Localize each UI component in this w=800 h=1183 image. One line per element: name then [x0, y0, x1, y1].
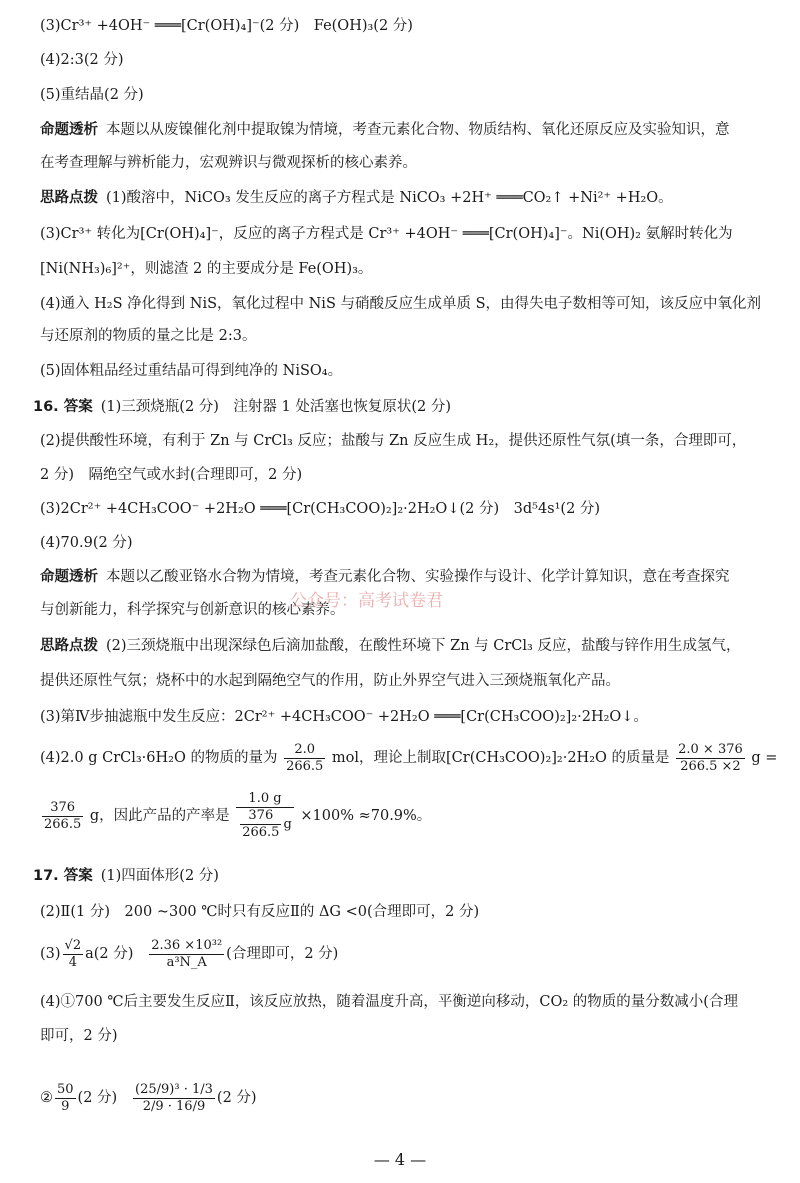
answer-line: (3)Cr³⁺ +4OH⁻ ═══[Cr(OH)₄]⁻(2 分) Fe(OH)₃(2 分) [40, 18, 413, 34]
calc-line-2 [40, 788, 778, 848]
answer-line-3 [40, 932, 778, 980]
hint-line: 提供还原性气氛；烧杯中的水起到隔绝空气的作用，防止外界空气进入三颈烧瓶氧化产品。 [40, 673, 620, 689]
answer-header-16 [33, 397, 778, 417]
analysis-line: 在考查理解与辨析能力，宏观辨识与微观探析的核心素养。 [40, 155, 417, 171]
analysis-text: 本题以乙酸亚铬水合物为情境，考查元素化合物、实验操作与设计、化学计算知识，意在考查探究 [106, 569, 730, 585]
unit: g [283, 817, 292, 832]
calc-text: mol，理论上制取[Cr(CH₃COO)₂]₂·2H₂O 的质量是 [331, 750, 670, 766]
fraction [42, 800, 83, 833]
hint-line: (3)Cr³⁺ 转化为[Cr(OH)₄]⁻，反应的离子方程式是 Cr³⁺ +4OH⁻ ═══[Cr(OH)₄]⁻。Ni(OH)₂ 氨解时转化为 [40, 226, 733, 242]
calc-text: (4)2.0 g CrCl₃·6H₂O 的物质的量为 [40, 750, 278, 766]
denominator: 266.5 [286, 758, 324, 774]
calc-text: (2 分) [216, 1090, 257, 1106]
section-lead: 思路点拨 [40, 638, 98, 654]
answer-line: (2)提供酸性环境，有利于 Zn 与 CrCl₃ 反应；盐酸与 Zn 反应生成 H₂，提供还原性气氛(填一条，合理即可， [40, 433, 747, 449]
denominator: 2/9 · 16/9 [142, 1098, 206, 1114]
denominator [236, 808, 294, 841]
denominator: 266.5 [44, 816, 82, 832]
hint-text: (2)三颈烧瓶中出现深绿色后滴加盐酸，在酸性环境下 Zn 与 CrCl₃ 反应，盐酸与锌作用生成氢气， [106, 638, 741, 654]
numerator: 1.0 g [236, 791, 294, 808]
hint-line: (4)通入 H₂S 净化得到 NiS，氧化过程中 NiS 与硝酸反应生成单质 S，由得失电子数相等可知，该反应中氧化剂 [40, 296, 762, 312]
denominator: 266.5 ×2 [680, 758, 741, 774]
answer-line: (4)2:3(2 分) [40, 52, 124, 68]
fraction [236, 791, 294, 841]
analysis-line: 与创新能力，科学探究与创新意识的核心素养。 [40, 602, 345, 618]
hint-line: (3)第Ⅳ步抽滤瓶中发生反应：2Cr²⁺ +4CH₃COO⁻ +2H₂O ═══[Cr(CH₃COO)₂]₂·2H₂O↓。 [40, 709, 648, 725]
numerator: (25/9)³ · 1/3 [135, 1081, 213, 1097]
calc-line-1 [40, 738, 778, 782]
fraction [284, 742, 325, 775]
answer-line: (3)2Cr²⁺ +4CH₃COO⁻ +2H₂O ═══[Cr(CH₃COO)₂]₂·2H₂O↓(2 分) 3d⁵4s¹(2 分) [40, 501, 601, 517]
answer-line: (4)①700 ℃后主要发生反应Ⅱ，该反应放热，随着温度升高，平衡逆向移动，CO₂ 的物质的量分数减小(合理 [40, 994, 738, 1010]
answer-text: (1)四面体形(2 分) [100, 868, 219, 884]
section-lead: 命题透析 [40, 569, 98, 585]
calc-text: (合理即可，2 分) [226, 946, 339, 962]
calc-text: ×100% ≈70.9%。 [300, 808, 432, 824]
calc-text: ② [40, 1090, 53, 1106]
hint-line [40, 188, 778, 208]
numerator: 50 [57, 1081, 74, 1097]
numerator: √2 [64, 937, 82, 953]
calc-text: g，因此产品的产率是 [89, 808, 230, 824]
denominator: a³N_A [166, 954, 207, 970]
denominator: 266.5 [242, 825, 280, 840]
numerator: 2.36 ×10³² [151, 937, 223, 953]
answer-line: 即可，2 分) [40, 1028, 118, 1044]
question-number: 16. 答案 [33, 399, 93, 415]
numerator: 376 [240, 808, 281, 825]
answer-line: 2 分) 隔绝空气或水封(合理即可，2 分) [40, 467, 303, 483]
answer-text: (1)三颈烧瓶(2 分) 注射器 1 处活塞也恢复原状(2 分) [100, 399, 452, 415]
hint-text: (1)酸溶中，NiCO₃ 发生反应的离子方程式是 NiCO₃ +2H⁺ ═══CO₂↑ +Ni²⁺ +H₂O。 [106, 190, 673, 206]
hint-line: [Ni(NH₃)₆]²⁺，则滤渣 2 的主要成分是 Fe(OH)₃。 [40, 261, 373, 277]
hint-line: 与还原剂的物质的量之比是 2:3。 [40, 328, 257, 344]
section-lead: 命题透析 [40, 122, 98, 138]
analysis-line [40, 120, 778, 140]
analysis-line [40, 567, 778, 587]
answer-line: (4)70.9(2 分) [40, 535, 133, 551]
fraction [149, 938, 224, 971]
analysis-text: 本题以从废镍催化剂中提取镍为情境，考查元素化合物、物质结构、氧化还原反应及实验知识，意 [106, 122, 730, 138]
hint-line [40, 636, 778, 656]
watermark: 公众号：高考试卷君 [290, 591, 443, 611]
fraction [55, 1082, 76, 1115]
calc-text: a(2 分) [85, 946, 134, 962]
fraction [133, 1082, 215, 1115]
denominator: 9 [61, 1098, 70, 1114]
fraction [63, 938, 84, 971]
numerator: 2.0 × 376 [678, 741, 743, 757]
section-lead: 思路点拨 [40, 190, 98, 206]
calc-text: (2 分) [77, 1090, 118, 1106]
question-number: 17. 答案 [33, 868, 93, 884]
calc-text: g = [751, 750, 778, 766]
page-number: — 4 — [373, 1150, 427, 1169]
denominator: 4 [68, 954, 77, 970]
numerator: 376 [42, 800, 83, 817]
answer-line-4b [40, 1068, 778, 1134]
hint-line: (5)固体粗品经过重结晶可得到纯净的 NiSO₄。 [40, 363, 343, 379]
answer-line: (5)重结晶(2 分) [40, 87, 144, 103]
fraction [676, 742, 745, 775]
fraction [240, 808, 281, 841]
numerator: 2.0 [284, 742, 325, 759]
calc-text: (3) [40, 946, 61, 962]
answer-line: (2)Ⅱ(1 分) 200 ~300 ℃时只有反应Ⅱ的 ΔG <0(合理即可，2 分) [40, 904, 480, 920]
answer-header-17 [33, 866, 778, 886]
